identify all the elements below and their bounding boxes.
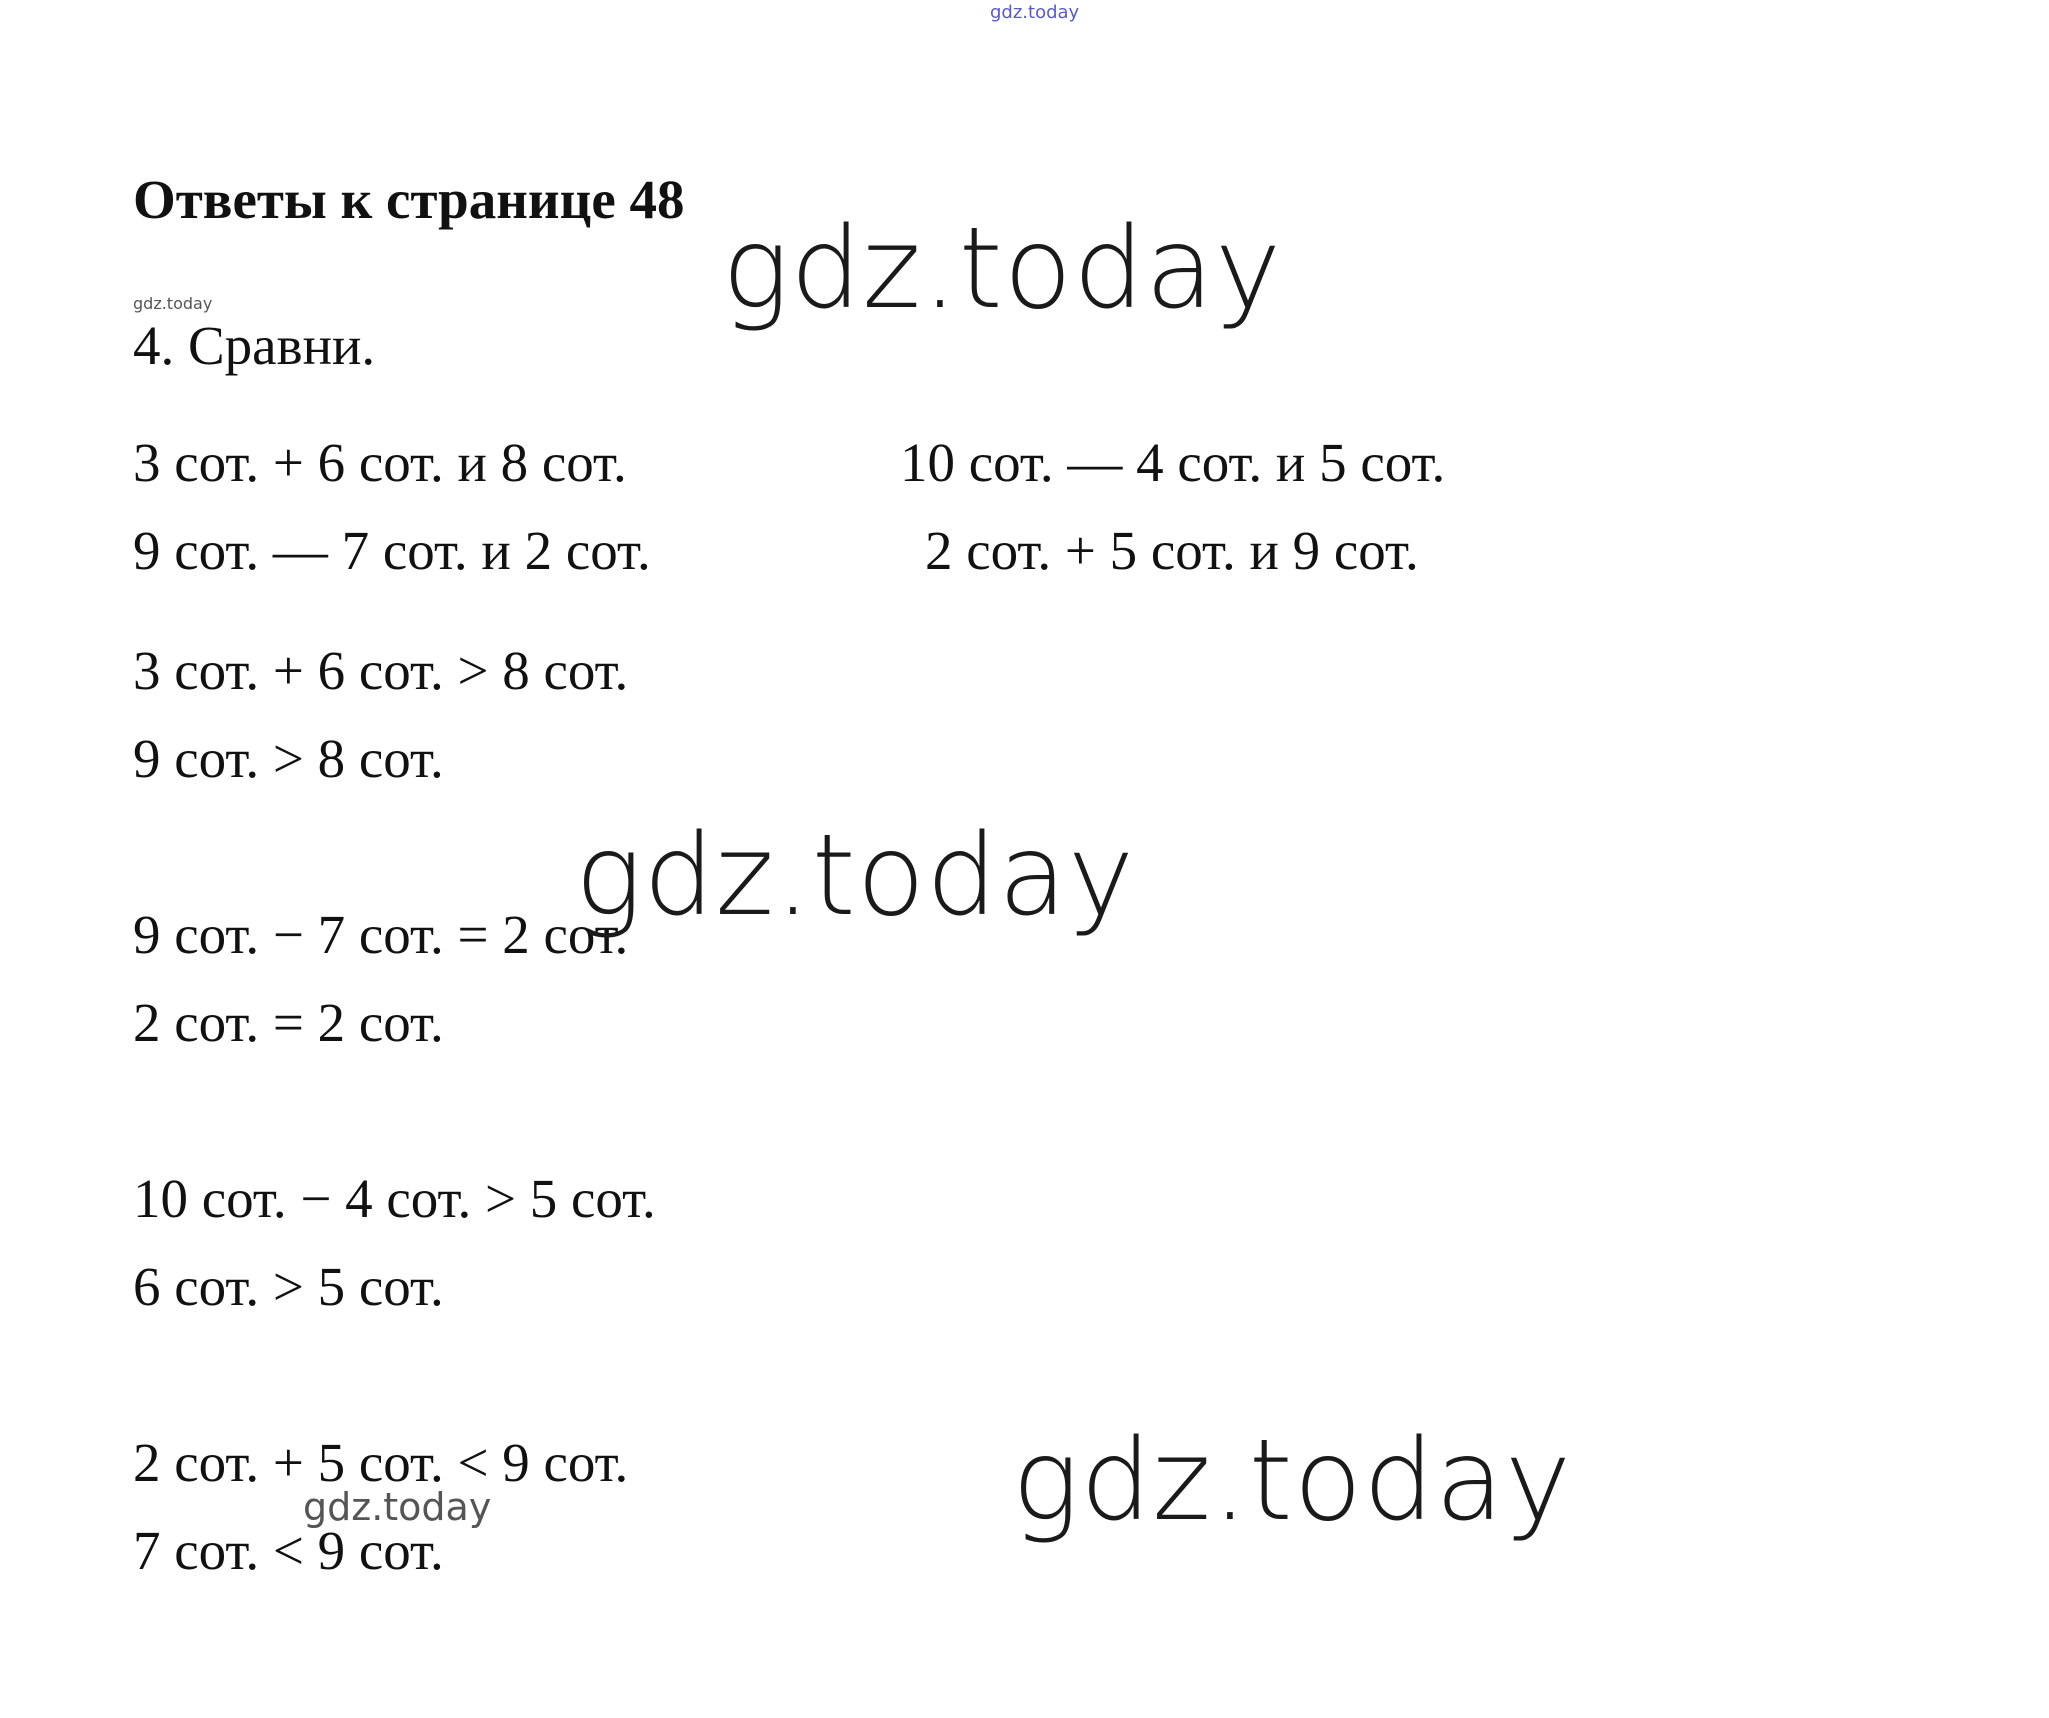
watermark-mid: gdz.today (303, 1485, 492, 1529)
task-line-left-2: 9 сот. — 7 сот. и 2 сот. (133, 520, 651, 581)
header-watermark: gdz.today (990, 2, 1080, 23)
task-line-right-1: 10 сот. — 4 сот. и 5 сот. (900, 432, 1446, 493)
answer-3-line-1: 10 сот. − 4 сот. > 5 сот. (133, 1168, 656, 1229)
watermark-big: gdz.today (575, 811, 1136, 941)
watermark-big: gdz.today (1012, 1416, 1573, 1546)
task-line-left-1: 3 сот. + 6 сот. и 8 сот. (133, 432, 627, 493)
task-heading: 4. Сравни. (133, 315, 376, 376)
answer-2-line-1: 9 сот. − 7 сот. = 2 сот. (133, 904, 629, 965)
answer-2-line-2: 2 сот. = 2 сот. (133, 992, 444, 1053)
page-title: Ответы к странице 48 (133, 169, 685, 230)
answer-4-line-2: 7 сот. < 9 сот. (133, 1520, 444, 1581)
answer-3-line-2: 6 сот. > 5 сот. (133, 1256, 444, 1317)
watermark-small: gdz.today (133, 294, 213, 313)
task-line-right-2: 2 сот. + 5 сот. и 9 сот. (925, 520, 1419, 581)
answer-1-line-1: 3 сот. + 6 сот. > 8 сот. (133, 640, 629, 701)
watermark-big: gdz.today (722, 204, 1283, 334)
answer-1-line-2: 9 сот. > 8 сот. (133, 728, 444, 789)
answer-4-line-1: 2 сот. + 5 сот. < 9 сот. (133, 1432, 629, 1493)
